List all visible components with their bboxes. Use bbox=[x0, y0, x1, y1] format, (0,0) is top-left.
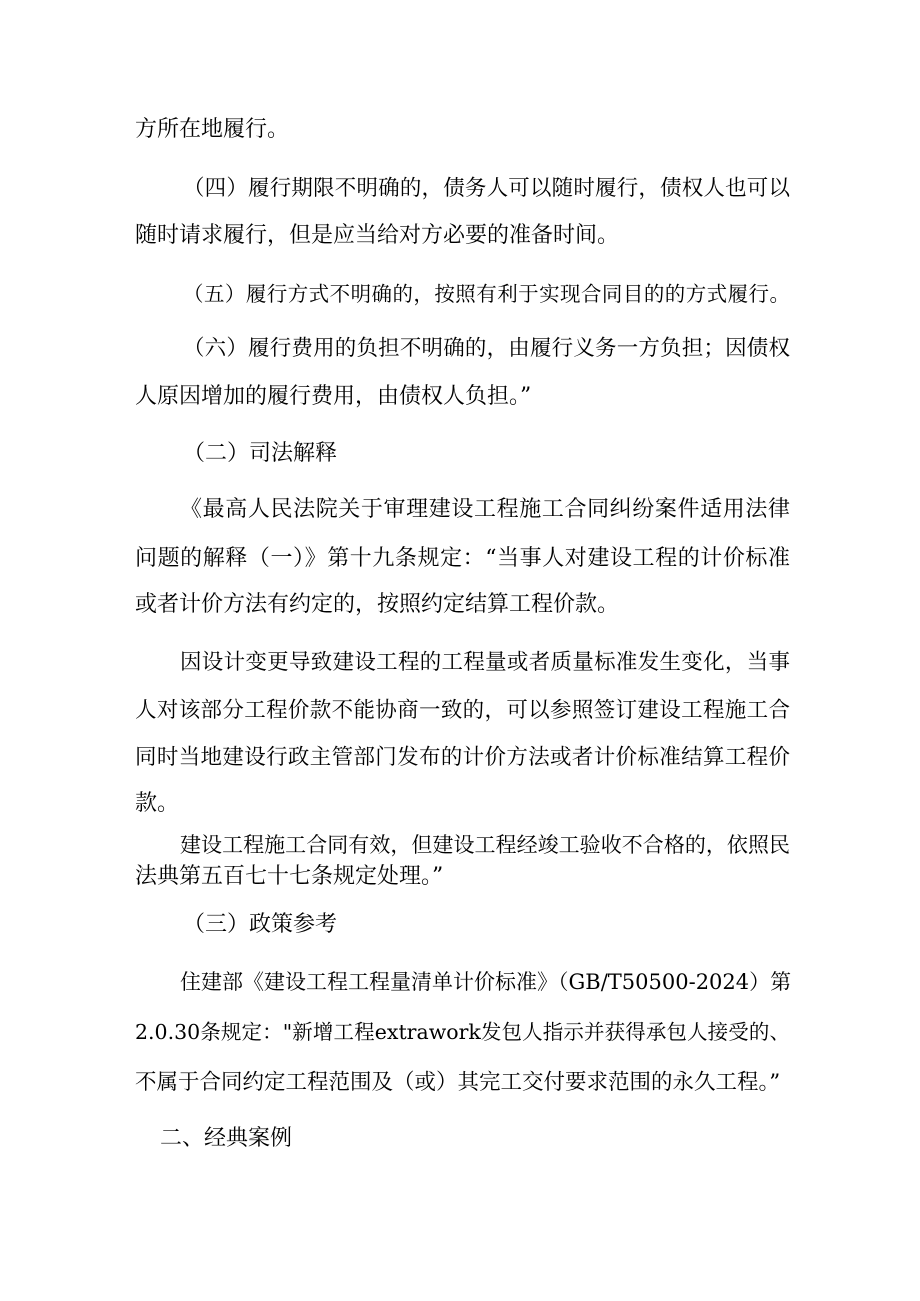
paragraph-line: 法典第五百七十七条规定处理。” bbox=[135, 864, 444, 889]
paragraph-line: 问题的解释（一）》第十九条规定：“当事人对建设工程的计价标准 bbox=[135, 546, 790, 571]
paragraph-line: （五）履行方式不明确的，按照有利于实现合同目的的方式履行。 bbox=[183, 282, 790, 306]
paragraph-line: 随时请求履行，但是应当给对方必要的准备时间。 bbox=[135, 223, 620, 248]
paragraph-line: 因设计变更导致建设工程的工程量或者质量标准发生变化，当事 bbox=[180, 650, 790, 675]
paragraph-line: 同时当地建设行政主管部门发布的计价方法或者计价标准结算工程价 bbox=[135, 745, 790, 770]
paragraph-line: 或者计价方法有约定的，按照约定结算工程价款。 bbox=[135, 592, 620, 617]
section-heading: （二）司法解释 bbox=[183, 441, 338, 466]
paragraph-line: 住建部《建设工程工程量清单计价标准》（GB/T50500-2024）第 bbox=[180, 970, 792, 994]
paragraph-line: 款。 bbox=[135, 791, 180, 816]
paragraph-line: （六）履行费用的负担不明确的，由履行义务一方负担；因债权 bbox=[183, 336, 790, 361]
section-heading: （三）政策参考 bbox=[183, 912, 338, 937]
section-heading: 二、经典案例 bbox=[160, 1126, 293, 1151]
paragraph-line: 人对该部分工程价款不能协商一致的，可以参照签订建设工程施工合 bbox=[135, 698, 790, 723]
paragraph-line: 2.0.30条规定："新增工程extrawork发包人指示并获得承包人接受的、 bbox=[135, 1020, 790, 1044]
paragraph-line: 《最高人民法院关于审理建设工程施工合同纠纷案件适用法律 bbox=[180, 497, 790, 522]
paragraph-line: 人原因增加的履行费用，由债权人负担。” bbox=[135, 384, 532, 409]
paragraph-line: （四）履行期限不明确的，债务人可以随时履行，债权人也可以 bbox=[183, 176, 790, 201]
paragraph-line: 不属于合同约定工程范围及（或）其完工交付要求范围的永久工程。” bbox=[135, 1070, 781, 1095]
paragraph-line: 建设工程施工合同有效，但建设工程经竣工验收不合格的，依照民 bbox=[180, 833, 790, 857]
paragraph-line: 方所在地履行。 bbox=[135, 117, 290, 142]
